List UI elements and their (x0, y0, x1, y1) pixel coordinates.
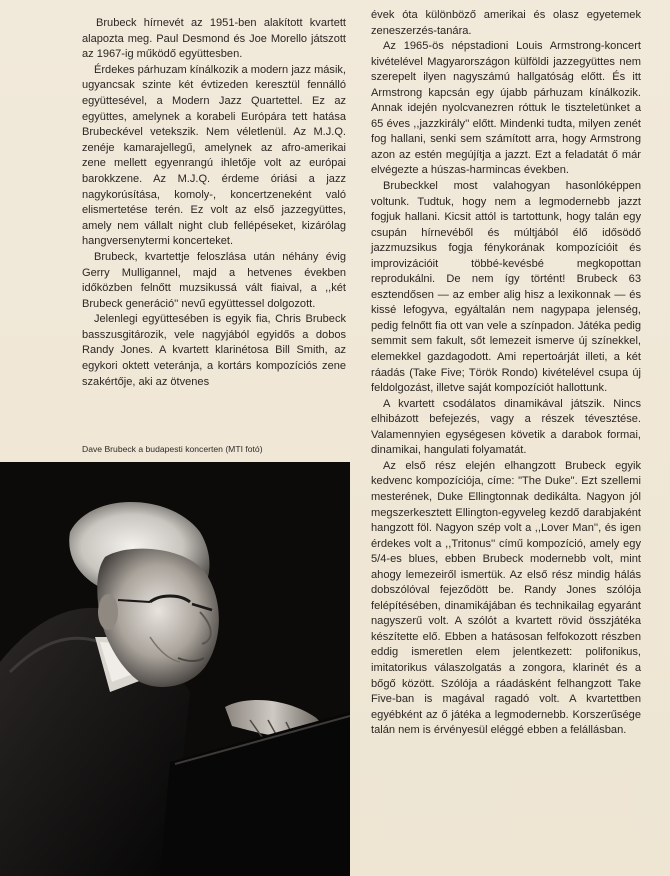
right-text-column (371, 8, 641, 739)
brubeck-photo-drawing (0, 462, 350, 876)
paragraph: Brubeck, kvartettje feloszlása után néhány évig Gerry Mulligannel, majd a hetvenes években időközben felnőtt muzsikussá vált fiaival, a ,,két Brubeck generáció'' nevű együttessel dolgozott. (82, 250, 346, 310)
paragraph: Az 1965-ös népstadioni Louis Armstrong-koncert kivételével Magyarországon külföldi jazzegyüttes nem szerepelt ilyen nagyszámú hallgatóság előtt. És itt Armstrong kapcsán egy újabb párhuzam kínálkozik. Annak idején nyolcvanezren róttuk le tiszteletünket a 65 éves ,,jazzkirály'' előtt. Mindenki tudta, milyen zenét fog hallani, senki sem számított arra, hogy Armstrong azon az estén megújítja a jazzt. Ezt a feladatát ő már elvégezte a húszas-harmincas években. (371, 40, 641, 177)
paragraph: évek óta különböző amerikai és olasz egyetemek zeneszerzés-tanára. (371, 9, 641, 37)
paragraph: A kvartett csodálatos dinamikával játszik. Nincs elhibázott befejezés, vagy a részek tévesztése. Valamennyien egységesen követik a darabok formai, dinamikai, hangulati folyamatát. (371, 397, 641, 457)
paragraph: Brubeck hírnevét az 1951-ben alakított kvartett alapozta meg. Paul Desmond és Joe Morello játszott az 1967-ig működő együttesben. (82, 17, 346, 61)
photo-caption: Dave Brubeck a budapesti koncerten (MTI fotó) (82, 444, 263, 454)
brubeck-photo (0, 462, 350, 876)
left-text-column (82, 16, 346, 390)
paragraph: Az első rész elején elhangzott Brubeck egyik kedvenc kompozíciója, címe: "The Duke". Ezt szellemi mesterének, Duke Ellingtonnak dedikálta. Nagyon jól megszerkesztett Ellington-egyveleg kezdő darabjaként hangzott föl. Nagyon szép volt a ,,Lover Man'', és igen érdekes volt a ,,Tritonus'' című kompozíció, amely egy 5/4-es blues, ebben Brubeck modernebb volt, mint ahogy lemezeiről ismertük. Az első rész mindig hálás dobszólóval fejeződött be. Randy Jones szólója felépítésében, dinamikájában és technikailag egyaránt nagyszerű volt. A szólót a kvartett rövid összjátéka készítette elő. Ebben a hatásosan felfokozott részben eddig ismeretlen elem jelentkezett: polifonikus, imitatorikus válaszolgatás a zongora, klarinét és a bőgő között. Szólója a ráadásként felhangzott Take Five-ban is magával ragadó volt. A kvartettben egyébként az ő játéka a legmodernebb. Korszerűsége talán nem is érvényesül eléggé ebben a felállásban. (371, 459, 641, 737)
paragraph: Brubeckkel most valahogyan hasonlóképpen voltunk. Tudtuk, hogy nem a legmodernebb jazzt fogjuk hallani. Kicsit attól is tartottunk, hogy talán egy csupán hírnevéből és múltjából élő idősödő jazzmuzsikus fogja fénykorának kompozícióit és improvizációit többé-kevésbé megkopottan reprodukálni. De nem így történt! Brubeck 63 esztendősen — az ember alig hisz a lexikonnak — és kissé lefogyva, egyáltalán nem nagypapa jelenség, pedig felnőtt fia ott van vele a színpadon. Játéka pedig semmit sem fakult, sőt lemezeit ismerve új színekkel, elemekkel gazdagodott. Ami repertoárját illeti, a két ráadás (Take Five; Török Rondo) kivételével csupa új feldolgozást, illetve saját kompozíciót hallottunk. (371, 180, 641, 395)
paragraph: Jelenlegi együttesében is egyik fia, Chris Brubeck basszusgitározik, vele nagyjából egyidős a dobos Randy Jones. A kvartett klarinétosa Bill Smith, az egykori oktett veteránja, a kortárs kompozíciós zene szakértője, aki az ötvenes (82, 313, 346, 388)
paragraph: Érdekes párhuzam kínálkozik a modern jazz másik, ugyancsak szinte két évtizeden keresztül fennálló együttesével, a Modern Jazz Quartettel. Ez az együttes, amelynek a korabeli Európára tett hatása Brubeckével vetekszik. Nem véletlenül. Az M.J.Q. zenéje kamarajellegű, amelynek az afro-amerikai zene mellett egyenrangú ihletője volt az európai barokkzene. Az M.J.Q. érdeme óriási a jazz nagykorúsítása, komoly-, koncertzeneként való elismertetése terén. Ez volt az első jazzegyüttes, amely nem vállalt night club fellépéseket, kizárólag hangversenytermi koncerteket. (82, 63, 346, 248)
